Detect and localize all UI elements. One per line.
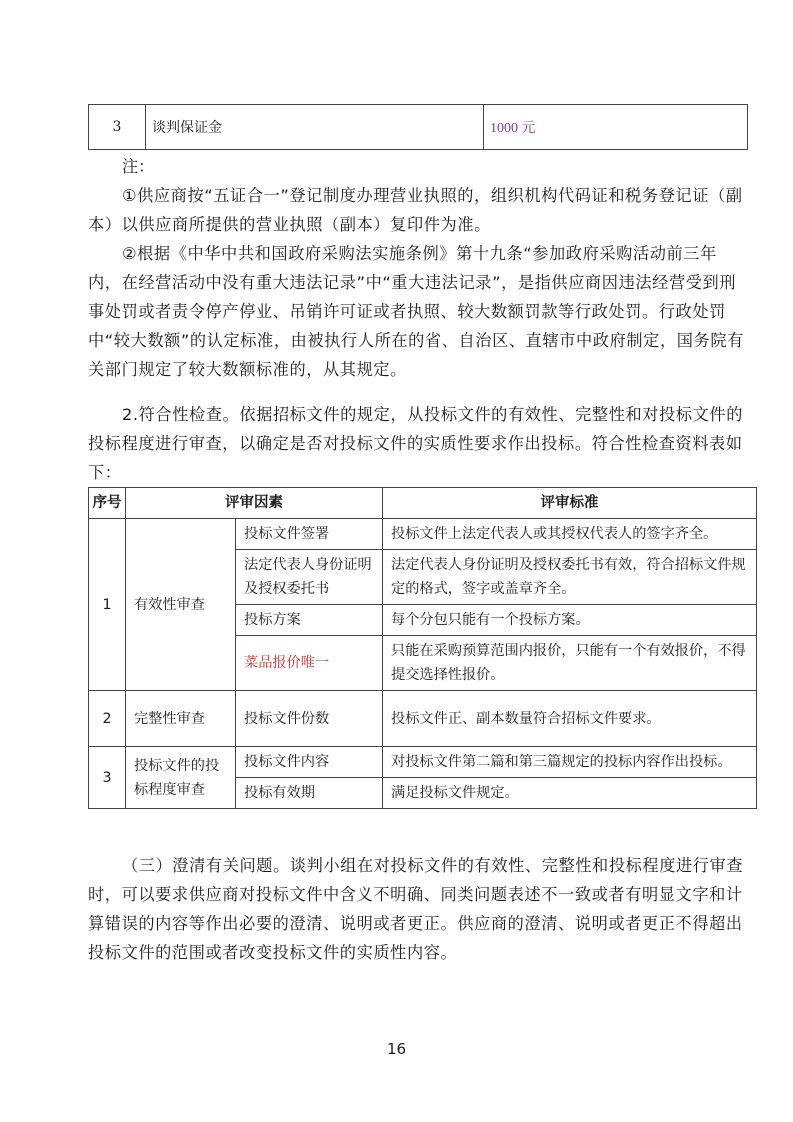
sub-factor: 投标方案 xyxy=(236,605,383,636)
sub-factor: 法定代表人身份证明及授权委托书 xyxy=(236,550,383,605)
sub-factor: 投标有效期 xyxy=(236,778,383,809)
note-2: ②根据《中华中共和国政府采购法实施条例》第十九条“参加政府采购活动前三年内，在经营活动中没有重大违法记录”中“重大违法记录”，是指供应商因违法经营受到刑事处罚或者责令停产停业、吊销许可证或者执照、较大数额罚款等行政处罚。行政处罚中“较大数额”的认定标准，由被执行人所在的省、自治区、直辖市中政府制定，国务院有关部门规定了较大数额标准的，从其规定。 xyxy=(88,244,744,379)
row-number: 3 xyxy=(89,105,146,150)
sub-factor: 投标文件份数 xyxy=(236,691,383,747)
conformity-intro: 2.符合性检查。依据招标文件的规定，从投标文件的有效性、完整性和对投标文件的投标程度进行审查，以确定是否对投标文件的实质性要求作出投标。符合性检查资料表如下： xyxy=(88,405,743,482)
group-factor: 投标文件的投标程度审查 xyxy=(126,747,236,809)
standard-cell: 每个分包只能有一个投标方案。 xyxy=(383,605,757,636)
standard-cell: 只能在采购预算范围内报价，只能有一个有效报价，不得提交选择性报价。 xyxy=(383,636,757,691)
table-row xyxy=(89,747,757,778)
sub-factor: 投标文件内容 xyxy=(236,747,383,778)
deposit-table xyxy=(88,104,748,150)
clarification-paragraph: （三）澄清有关问题。谈判小组在对投标文件的有效性、完整性和投标程度进行审查时，可以要求供应商对投标文件中含义不明确、同类问题表述不一致或者有明显文字和计算错误的内容等作出必要的澄清、说明或者更正。供应商的澄清、说明或者更正不得超出投标文件的范围或者改变投标文件的实质性内容。 xyxy=(88,856,744,962)
group-factor: 完整性审查 xyxy=(126,691,236,747)
row-item: 谈判保证金 xyxy=(146,105,484,150)
group-number: 3 xyxy=(89,747,126,809)
group-number: 2 xyxy=(89,691,126,747)
standard-cell: 对投标文件第二篇和第三篇规定的投标内容作出投标。 xyxy=(383,747,757,778)
header-standard: 评审标准 xyxy=(383,488,757,519)
note-label: 注： xyxy=(122,157,155,176)
group-factor: 有效性审查 xyxy=(126,519,236,691)
header-factor: 评审因素 xyxy=(126,488,383,519)
page-number: 16 xyxy=(386,1040,407,1058)
header-no: 序号 xyxy=(89,488,126,519)
standard-cell: 投标文件正、副本数量符合招标文件要求。 xyxy=(383,691,757,747)
standard-cell: 满足投标文件规定。 xyxy=(383,778,757,809)
conformity-table xyxy=(88,487,757,809)
standard-cell: 投标文件上法定代表人或其授权代表人的签字齐全。 xyxy=(383,519,757,550)
table-row xyxy=(89,691,757,747)
group-number: 1 xyxy=(89,519,126,691)
table-row xyxy=(89,519,757,550)
table-row xyxy=(89,105,748,150)
sub-factor: 投标文件签署 xyxy=(236,519,383,550)
sub-factor-highlighted: 菜品报价唯一 xyxy=(236,636,383,691)
table-header-row xyxy=(89,488,757,519)
standard-cell: 法定代表人身份证明及授权委托书有效，符合招标文件规定的格式，签字或盖章齐全。 xyxy=(383,550,757,605)
note-1: ①供应商按“五证合一”登记制度办理营业执照的，组织机构代码证和税务登记证（副本）以供应商所提供的营业执照（副本）复印件为准。 xyxy=(88,186,743,234)
row-amount: 1000 元 xyxy=(484,105,748,150)
